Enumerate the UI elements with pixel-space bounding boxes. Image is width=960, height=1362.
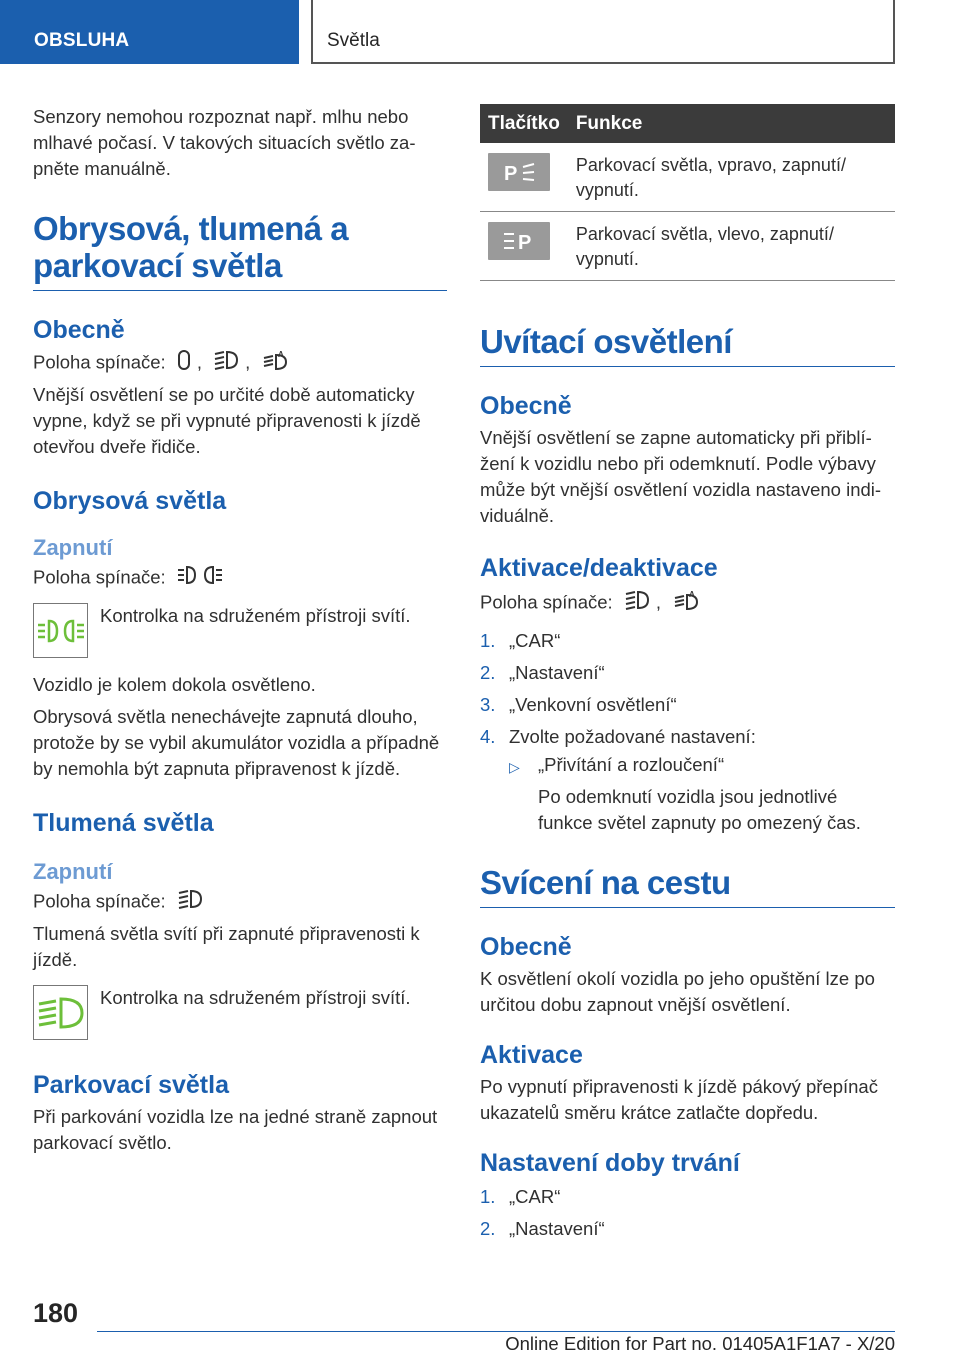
path-general-text: K osvětlení okolí vozidla po jeho opuštění lze po určitou dobu zapnout vnější osvětlení. — [480, 968, 875, 1015]
switch-label: Poloha spínače: — [33, 351, 166, 373]
svg-text:A: A — [689, 590, 695, 599]
footer-divider — [97, 1331, 895, 1332]
heading-welcome-general: Obecně — [480, 392, 572, 420]
parking-light-table — [480, 104, 895, 281]
heading-path-activation: Aktivace — [480, 1041, 583, 1069]
low-indicator-row — [33, 985, 447, 1040]
side-light-icon — [177, 564, 223, 593]
side-indicator-text: Kontrolka na sdruženém přístroji svítí. — [100, 605, 411, 626]
sub-item-text: Po odemknutí vozidla jsou jednotlivé funkce světel zapnuty po omezený čas. — [538, 786, 861, 833]
duration-steps — [480, 1184, 895, 1242]
list-item: 4. Zvolte požadované nastavení: ▷ „Přivítání a rozloučení“ Po odemknutí vozidla jsou jednotlivé funkce světel zapnuty po omezený čas. — [480, 724, 895, 836]
activation-switch-line — [480, 589, 895, 618]
low-beam-icon — [213, 349, 239, 378]
section-title: Světla — [311, 0, 895, 64]
switch-label: Poloha spínače: — [480, 591, 613, 613]
heading-path-light: Svícení na cestu — [480, 864, 895, 908]
right-column — [480, 104, 895, 1248]
sub-item — [509, 752, 895, 836]
footer-edition: Online Edition for Part no. 01405A1F1A7 - X/20 — [505, 1333, 895, 1354]
low-text: Tlumená světla svítí při zapnuté připravenosti k jízdě. — [33, 923, 420, 970]
intro-text: Senzory nemohou rozpoznat např. mlhu nebo mlhavé počasí. V takových situacích světlo zapněte manuálně. — [33, 106, 416, 179]
low-beam-icon — [177, 888, 203, 917]
separator: , — [245, 351, 251, 373]
side-light-indicator-icon — [33, 603, 88, 658]
sub-item-title: „Přivítání a rozloučení“ — [538, 754, 725, 775]
switch-label: Poloha spínače: — [33, 566, 166, 588]
list-item: 2. „Nastavení“ — [480, 1218, 605, 1239]
heading-low-beam: Tlumená světla — [33, 809, 214, 837]
table-row — [480, 143, 895, 212]
low-beam-indicator-icon — [33, 985, 88, 1040]
heading-parking: Parkovací světla — [33, 1071, 229, 1099]
switch-label: Poloha spínače: — [33, 890, 166, 912]
side-text-2: Obrysová světla nenechávejte zapnutá dlouho, protože by se vybil akumulátor vozidla a případně by nemohla být zapnuta připravenost k jízdě. — [33, 706, 440, 779]
general-switch-line — [33, 349, 447, 378]
heading-path-general: Obecně — [480, 933, 572, 961]
list-item: 1. „CAR“ — [480, 1186, 561, 1207]
left-column — [33, 104, 447, 1156]
heading-duration: Nastavení doby trvání — [480, 1149, 740, 1177]
switch-off-icon — [177, 349, 191, 378]
parking-light-left-icon — [488, 222, 550, 260]
heading-side-lights: Obrysová světla — [33, 487, 227, 515]
general-text: Vnější osvětlení se po určité době automaticky vypne, když se při vypnuté připravenosti k jízdě otevřou dveře řidiče. — [33, 384, 421, 457]
heading-low-on: Zapnutí — [33, 859, 113, 884]
auto-headlight-icon — [672, 589, 700, 618]
list-item: 3. „Venkovní osvětlení“ — [480, 694, 677, 715]
table-header-button: Tlačítko — [480, 104, 568, 143]
heading-general: Obecně — [33, 316, 125, 344]
side-text-1: Vozidlo je kolem dokola osvětleno. — [33, 674, 316, 695]
activation-steps — [480, 628, 895, 836]
parking-text: Při parkování vozidla lze na jedné straně zapnout parkovací světlo. — [33, 1106, 438, 1153]
low-indicator-text: Kontrolka na sdruženém přístroji svítí. — [100, 987, 411, 1008]
side-switch-line — [33, 564, 447, 593]
low-beam-icon — [624, 589, 650, 618]
table-row — [480, 212, 895, 281]
table-cell-text: Parkovací světla, vlevo, zapnutí/ vypnutí. — [568, 212, 895, 281]
separator: , — [655, 591, 661, 613]
list-item: 2. „Nastavení“ — [480, 662, 605, 683]
page-number: 180 — [33, 1298, 79, 1328]
heading-side-on: Zapnutí — [33, 535, 113, 560]
heading-lights: Obrysová, tlumená a parkovací světla — [33, 210, 447, 291]
table-header-function: Funkce — [568, 104, 895, 143]
table-cell-text: Parkovací světla, vpravo, zapnutí/ vypnutí. — [568, 143, 895, 212]
triangle-marker-icon: ▷ — [509, 759, 520, 775]
path-activation-text: Po vypnutí připravenosti k jízdě pákový přepínač ukazatelů směru krátce zatlačte dopředu. — [480, 1076, 878, 1123]
table-cell-icon — [480, 143, 568, 212]
low-switch-line — [33, 888, 447, 917]
svg-text:P: P — [518, 232, 532, 253]
auto-headlight-icon — [261, 349, 289, 378]
heading-activation: Aktivace/deaktivace — [480, 554, 718, 582]
svg-text:P: P — [504, 163, 518, 184]
heading-welcome-light: Uvítací osvětlení — [480, 323, 895, 367]
side-indicator-row — [33, 603, 447, 658]
chapter-tab: OBSLUHA — [0, 0, 299, 64]
list-item: 1. „CAR“ — [480, 630, 561, 651]
welcome-general-text: Vnější osvětlení se zapne automaticky při přiblížení k vozidlu nebo při odemknutí. Podle výbavy může být vnější osvětlení vozidla nastaveno individuálně. — [480, 427, 882, 526]
svg-text:A: A — [278, 350, 285, 359]
parking-light-right-icon — [488, 153, 550, 191]
table-cell-icon — [480, 212, 568, 281]
separator: , — [196, 351, 202, 373]
table-header-row — [480, 104, 895, 143]
